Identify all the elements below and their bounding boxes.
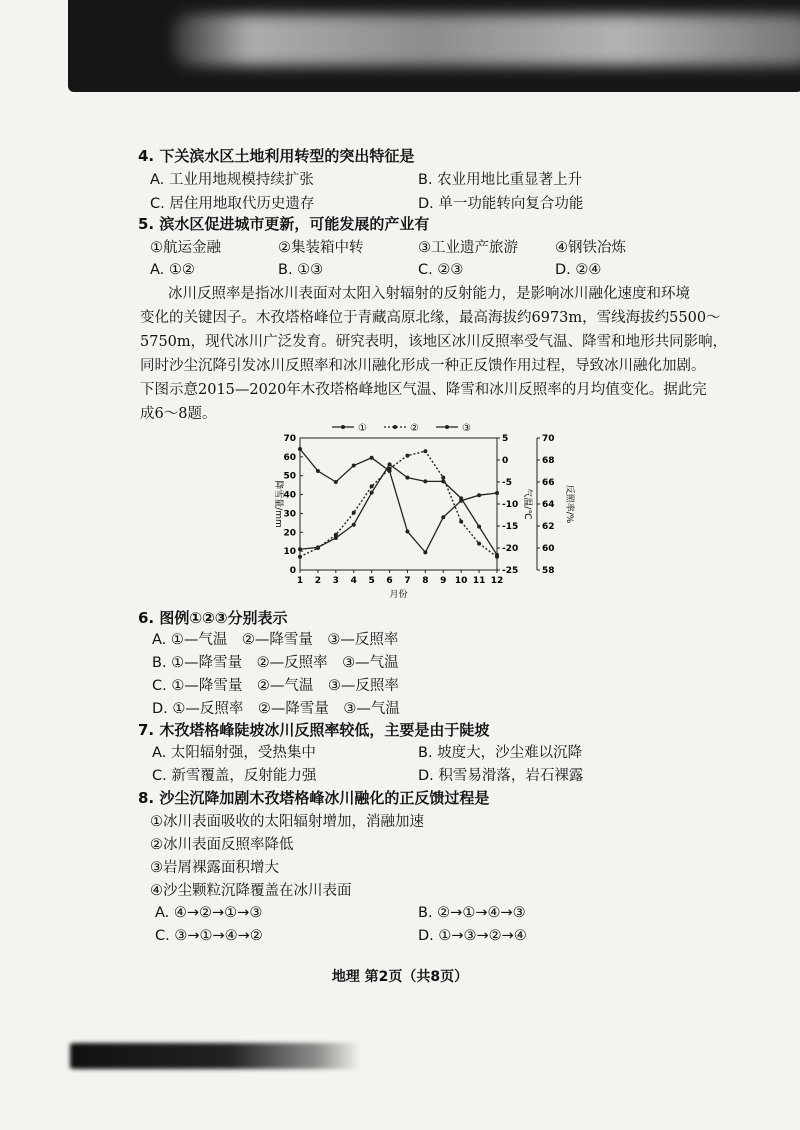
q5-option-a: A. ①② — [150, 262, 195, 278]
temp-tick-label: -25 — [502, 566, 519, 576]
passage-line: 下图示意2015—2020年木孜塔格峰地区气温、降雪和冰川反照率的月均值变化。据此完 — [140, 382, 707, 398]
albedo-axis-label: 反照率/% — [564, 484, 574, 524]
series-3-point — [477, 493, 481, 497]
series-1-point — [298, 547, 302, 551]
q6-option-a: A. ①—气温 ②—降雪量 ③—反照率 — [152, 632, 399, 648]
albedo-tick-label: 60 — [542, 544, 555, 554]
left-tick-label: 20 — [283, 528, 296, 539]
passage-line: 冰川反照率是指冰川表面对太阳入射辐射的反射能力，是影响冰川融化速度和环境 — [168, 286, 690, 302]
q8-stem: 8. 沙尘沉降加剧木孜塔格峰冰川融化的正反馈过程是 — [138, 789, 490, 807]
series-2-point — [334, 533, 338, 537]
passage-line: 变化的关键因子。木孜塔格峰位于青藏高原北缘，最高海拔约6973m，雪线海拔约5500～ — [140, 310, 721, 326]
climate-albedo-chart — [262, 420, 592, 602]
redacted-header-bar — [68, 0, 800, 92]
x-tick-label: 12 — [490, 576, 504, 586]
series-3-point — [352, 464, 356, 468]
series-2-point — [441, 476, 445, 480]
series-1-point — [405, 476, 409, 480]
series-3-point — [334, 480, 338, 484]
q8-item-2: ②冰川表面反照率降低 — [150, 837, 294, 853]
q8-option-c: C. ③→①→④→② — [155, 928, 263, 944]
series-3-point — [495, 491, 499, 495]
temp-tick-label: 5 — [502, 434, 509, 444]
left-tick-label: 70 — [283, 434, 296, 444]
x-tick-label: 8 — [422, 576, 429, 586]
blurred-header-text — [173, 14, 800, 66]
series-2-point — [459, 520, 463, 524]
q4-option-c: C. 居住用地取代历史遗存 — [150, 196, 315, 212]
q8-item-4: ④沙尘颗粒沉降覆盖在冰川表面 — [150, 883, 352, 899]
legend-marker — [341, 425, 345, 429]
series-3-point — [388, 469, 392, 473]
x-axis-label: 月份 — [389, 590, 408, 600]
q8-item-3: ③岩屑裸露面积增大 — [150, 860, 279, 876]
q4-stem: 4. 下关滨水区土地利用转型的突出特征是 — [138, 147, 415, 165]
q8-option-b: B. ②→①→④→③ — [418, 905, 526, 921]
q5-option-d: D. ②④ — [555, 262, 602, 278]
q6-option-b: B. ①—降雪量 ②—反照率 ③—气温 — [152, 655, 399, 671]
left-tick-label: 30 — [283, 509, 296, 520]
series-3-point — [459, 499, 463, 503]
q5-option-b: B. ①③ — [278, 262, 324, 278]
albedo-tick-label: 70 — [542, 434, 555, 444]
series-3-point — [298, 447, 302, 451]
passage-line: 成6～8题。 — [140, 406, 217, 422]
q5-item-1: ①航运金融 — [150, 240, 221, 256]
series-3-point — [441, 515, 445, 519]
q7-stem: 7. 木孜塔格峰陡坡冰川反照率较低，主要是由于陡坡 — [138, 721, 490, 739]
albedo-tick-label: 58 — [542, 566, 555, 576]
q6-stem: 6. 图例①②③分别表示 — [138, 609, 288, 627]
q7-option-c: C. 新雪覆盖，反射能力强 — [152, 768, 317, 784]
q5-item-4: ④钢铁冶炼 — [555, 240, 626, 256]
albedo-tick-label: 66 — [542, 478, 555, 488]
temp-tick-label: 0 — [502, 456, 509, 466]
x-tick-label: 1 — [296, 576, 304, 586]
q4-option-a: A. 工业用地规模持续扩张 — [150, 172, 314, 188]
albedo-tick-label: 62 — [542, 522, 555, 532]
legend-label: ③ — [462, 423, 471, 434]
series-2-point — [370, 484, 374, 488]
series-2-point — [352, 511, 356, 515]
passage-line: 同时沙尘沉降引发冰川反照率和冰川融化形成一种正反馈作用过程，导致冰川融化加剧。 — [140, 358, 706, 374]
reading-passage — [140, 282, 772, 426]
x-tick-label: 2 — [314, 576, 322, 586]
series-3-line — [300, 449, 497, 552]
scan-shadow-bar — [70, 1043, 360, 1069]
legend-label: ① — [358, 423, 367, 434]
series-2-point — [423, 449, 427, 453]
series-2-point — [298, 555, 302, 559]
left-tick-label: 40 — [283, 490, 296, 501]
passage-line: 5750m，现代冰川广泛发育。研究表明，该地区冰川反照率受气温、降雪和地形共同影响， — [140, 334, 728, 350]
q6-option-c: C. ①—降雪量 ②—气温 ③—反照率 — [152, 678, 399, 694]
series-2-point — [477, 542, 481, 546]
x-tick-label: 11 — [472, 576, 486, 586]
x-tick-label: 10 — [454, 576, 468, 586]
q8-option-d: D. ①→③→②→④ — [418, 928, 527, 944]
q5-option-c: C. ②③ — [418, 262, 464, 278]
q7-option-a: A. 太阳辐射强，受热集中 — [152, 745, 316, 761]
temp-axis-label: 气温/℃ — [522, 488, 532, 520]
series-3-point — [370, 456, 374, 460]
series-1-point — [370, 491, 374, 495]
temp-tick-label: -5 — [502, 478, 512, 488]
series-1-point — [423, 479, 427, 483]
q7-option-d: D. 积雪易滑落，岩石裸露 — [418, 768, 584, 784]
x-tick-label: 6 — [386, 576, 393, 586]
series-3-point — [316, 469, 320, 473]
series-2-point — [316, 546, 320, 550]
left-tick-label: 60 — [283, 452, 296, 463]
series-2-point — [405, 454, 409, 458]
x-tick-label: 9 — [440, 576, 447, 586]
x-tick-label: 5 — [368, 576, 375, 586]
legend-marker — [393, 425, 397, 429]
left-tick-label: 50 — [283, 471, 296, 482]
q7-option-b: B. 坡度大，沙尘难以沉降 — [418, 745, 583, 761]
series-2-point — [495, 555, 499, 559]
left-tick-label: 10 — [283, 547, 296, 558]
plot-frame — [300, 438, 497, 570]
series-1-point — [352, 523, 356, 527]
series-3-point — [405, 530, 409, 534]
q5-item-3: ③工业遗产旅游 — [418, 240, 518, 256]
x-tick-label: 3 — [332, 576, 339, 586]
temp-tick-label: -15 — [502, 522, 519, 532]
series-1-point — [388, 462, 392, 466]
left-tick-label: 0 — [289, 566, 296, 576]
albedo-tick-label: 64 — [542, 500, 555, 510]
x-tick-label: 7 — [404, 576, 411, 586]
q8-item-1: ①冰川表面吸收的太阳辐射增加，消融加速 — [150, 814, 424, 830]
q4-option-d: D. 单一功能转向复合功能 — [418, 196, 584, 212]
temp-tick-label: -10 — [502, 500, 519, 510]
temp-tick-label: -20 — [502, 544, 519, 554]
legend-label: ② — [410, 423, 419, 434]
legend-marker — [445, 425, 449, 429]
x-tick-label: 4 — [350, 576, 357, 586]
series-3-point — [423, 550, 427, 554]
albedo-tick-label: 68 — [542, 456, 555, 466]
q8-option-a: A. ④→②→①→③ — [155, 905, 263, 921]
q5-stem: 5. 滨水区促进城市更新，可能发展的产业有 — [138, 215, 430, 233]
page-footer: 地理 第2页（共8页） — [331, 969, 469, 985]
q5-item-2: ②集装箱中转 — [278, 240, 364, 256]
series-1-point — [477, 525, 481, 529]
q6-option-d: D. ①—反照率 ②—降雪量 ③—气温 — [152, 701, 400, 717]
left-axis-label: 降雪量/mm — [273, 480, 283, 528]
q4-option-b: B. 农业用地比重显著上升 — [418, 172, 583, 188]
